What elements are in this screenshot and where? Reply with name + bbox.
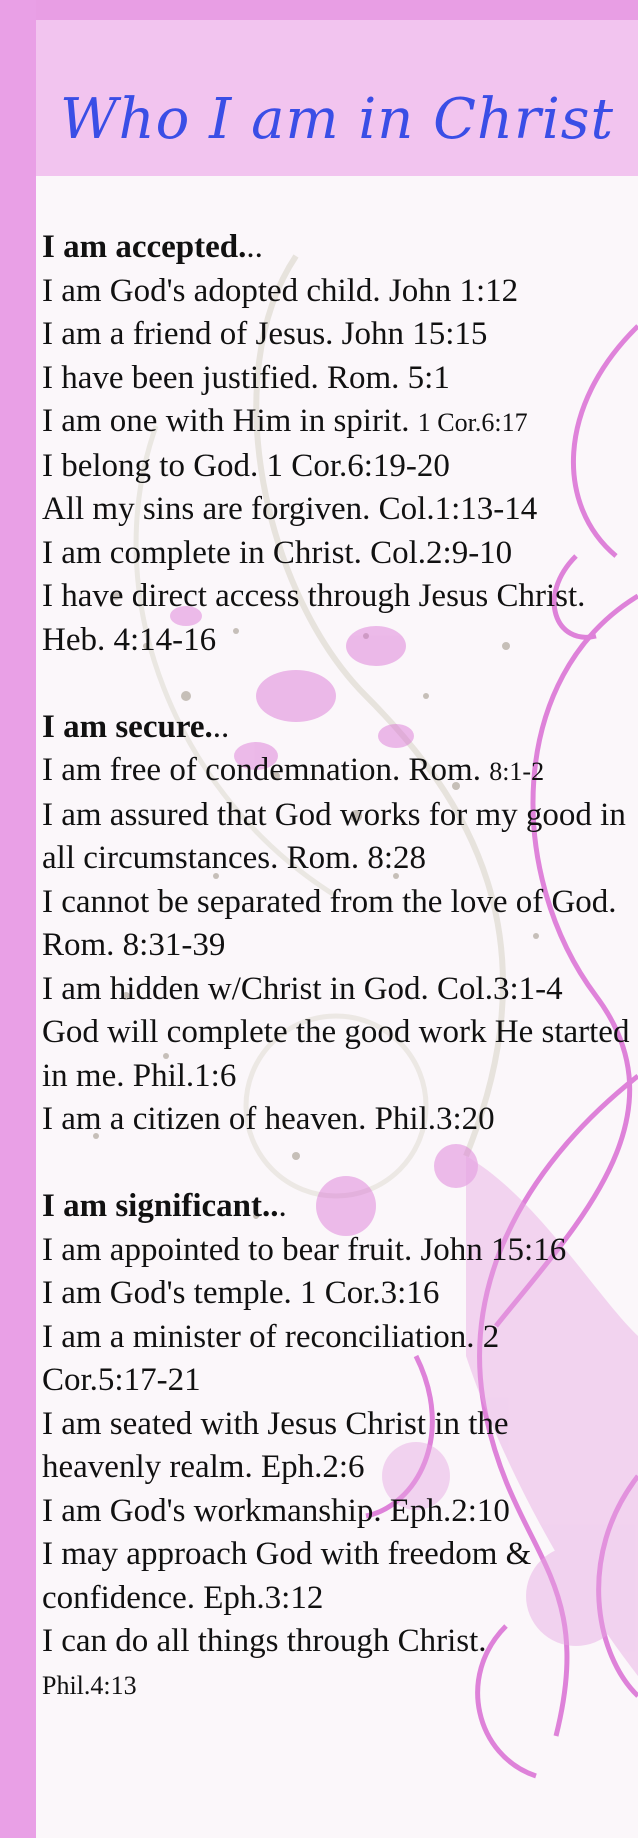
list-item: I have direct access through Jesus Christ. Heb. 4:14-16	[42, 578, 586, 658]
section-heading	[42, 226, 632, 270]
section-secure	[42, 706, 632, 1142]
list-item: I am appointed to bear fruit. John 15:16	[42, 1231, 567, 1268]
list-item	[42, 400, 632, 445]
list-item: I am assured that God works for my good in all circumstances. Rom. 8:28	[42, 796, 626, 876]
list-item-text: I am one with Him in spirit.	[42, 403, 418, 439]
heading-ellipsis: ..	[212, 708, 230, 745]
left-border	[0, 0, 36, 1838]
list-item: I am seated with Jesus Christ in the heavenly realm. Eph.2:6	[42, 1405, 509, 1485]
list-item: I am God's temple. 1 Cor.3:16	[42, 1275, 440, 1311]
list-item-text: I am free of condemnation. Rom.	[42, 752, 490, 788]
section-significant	[42, 1185, 632, 1707]
list-item: I can do all things through Christ.	[42, 1623, 487, 1659]
scripture-ref: Phil.4:13	[42, 1670, 137, 1700]
scripture-ref: 1 Cor.6:17	[417, 408, 528, 437]
scripture-ref: 8:1-2	[489, 757, 545, 786]
section-heading	[42, 706, 632, 750]
top-border	[0, 0, 638, 20]
list-item: I am God's adopted child. John 1:12	[42, 272, 519, 309]
list-item: I may approach God with freedom & confidence. Eph.3:12	[42, 1536, 532, 1616]
section-heading-text: I am accepted.	[42, 229, 247, 265]
list-item: I belong to God. 1 Cor.6:19-20	[42, 447, 450, 484]
list-item: I am a minister of reconciliation. 2 Cor.5:17-21	[42, 1318, 500, 1398]
affirmation-list	[42, 226, 632, 1751]
heading-ellipsis: ..	[246, 229, 263, 265]
list-item: I am complete in Christ. Col.2:9-10	[42, 534, 513, 571]
list-item: I cannot be separated from the love of God. Rom. 8:31-39	[42, 883, 617, 963]
list-item: I am a friend of Jesus. John 15:15	[42, 316, 488, 352]
list-item	[42, 1664, 632, 1708]
list-item: I am hidden w/Christ in God. Col.3:1-4	[42, 970, 563, 1007]
section-heading-text: I am significant..	[42, 1188, 279, 1224]
section-accepted	[42, 226, 632, 662]
list-item: God will complete the good work He started in me. Phil.1:6	[42, 1014, 630, 1094]
list-item: I am God's workmanship. Eph.2:10	[42, 1492, 510, 1529]
bookmark-card	[36, 20, 638, 1838]
list-item	[42, 749, 632, 794]
section-heading	[42, 1185, 632, 1229]
section-heading-text: I am secure.	[42, 708, 213, 745]
list-item: I have been justified. Rom. 5:1	[42, 359, 450, 396]
list-item: All my sins are forgiven. Col.1:13-14	[42, 491, 538, 527]
page-title: Who I am in Christ	[60, 87, 614, 152]
header-band	[36, 20, 638, 176]
heading-ellipsis: .	[278, 1188, 287, 1224]
list-item: I am a citizen of heaven. Phil.3:20	[42, 1101, 495, 1137]
